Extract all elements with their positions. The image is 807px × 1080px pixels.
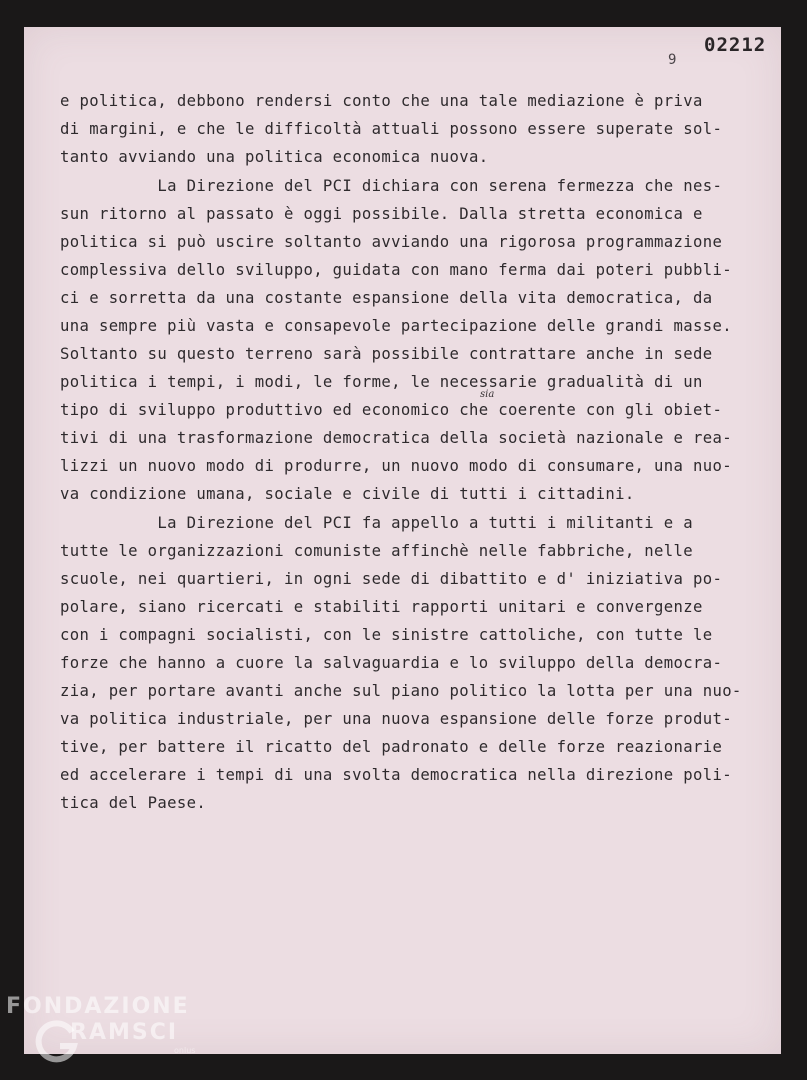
text-line: va condizione umana, sociale e civile di tutti i cittadini. (60, 485, 635, 503)
text-line: La Direzione del PCI dichiara con serena fermezza che nes- (60, 177, 723, 195)
text-line: politica si può uscire soltanto avviando una rigorosa programmazione (60, 233, 723, 251)
text-line: tica del Paese. (60, 794, 207, 812)
watermark-line1: FONDAZIONE (6, 994, 190, 1019)
text-line: forze che hanno a cuore la salvaguardia e lo sviluppo della democra- (60, 654, 723, 672)
text-line: politica i tempi, i modi, le forme, le necessarie gradualità di un (60, 373, 703, 391)
text-line: La Direzione del PCI fa appello a tutti i militanti e a (60, 514, 693, 532)
text-line: con i compagni socialisti, con le sinistre cattoliche, con tutte le (60, 626, 713, 644)
text-line: di margini, e che le difficoltà attuali possono essere superate sol- (60, 120, 723, 138)
text-line: tive, per battere il ricatto del padronato e delle forze reazionarie (60, 738, 723, 756)
text-line: polare, siano ricercati e stabiliti rapporti unitari e convergenze (60, 598, 703, 616)
archive-number: 02212 (704, 34, 767, 56)
text-line: lizzi un nuovo modo di produrre, un nuovo modo di consumare, una nuo- (60, 457, 732, 475)
text-line: Soltanto su questo terreno sarà possibile contrattare anche in sede (60, 345, 713, 363)
text-line: una sempre più vasta e consapevole partecipazione delle grandi masse. (60, 317, 732, 335)
page-number: 9 (668, 52, 677, 68)
text-line: e politica, debbono rendersi conto che una tale mediazione è priva (60, 92, 703, 110)
text-line: tipo di sviluppo produttivo ed economico che coerente con gli obiet- (60, 401, 723, 419)
text-line: va politica industriale, per una nuova espansione delle forze produt- (60, 710, 732, 728)
text-line: tanto avviando una politica economica nuova. (60, 148, 489, 166)
watermark-small: onlus (174, 1046, 196, 1055)
handwritten-correction: sia (480, 389, 495, 400)
text-line: tutte le organizzazioni comuniste affinchè nelle fabbriche, nelle (60, 542, 693, 560)
text-line: complessiva dello sviluppo, guidata con mano ferma dai poteri pubbli- (60, 261, 732, 279)
text-line: ed accelerare i tempi di una svolta democratica nella direzione poli- (60, 766, 732, 784)
text-line: tivi di una trasformazione democratica della società nazionale e rea- (60, 429, 732, 447)
text-line: ci e sorretta da una costante espansione della vita democratica, da (60, 289, 713, 307)
text-line: scuole, nei quartieri, in ogni sede di dibattito e d' iniziativa po- (60, 570, 723, 588)
text-line: sun ritorno al passato è oggi possibile. Dalla stretta economica e (60, 205, 703, 223)
text-line: zia, per portare avanti anche sul piano politico la lotta per una nuo- (60, 682, 742, 700)
watermark-line2: RAMSCI (70, 1020, 179, 1045)
fondazione-gramsci-watermark (4, 990, 214, 1070)
